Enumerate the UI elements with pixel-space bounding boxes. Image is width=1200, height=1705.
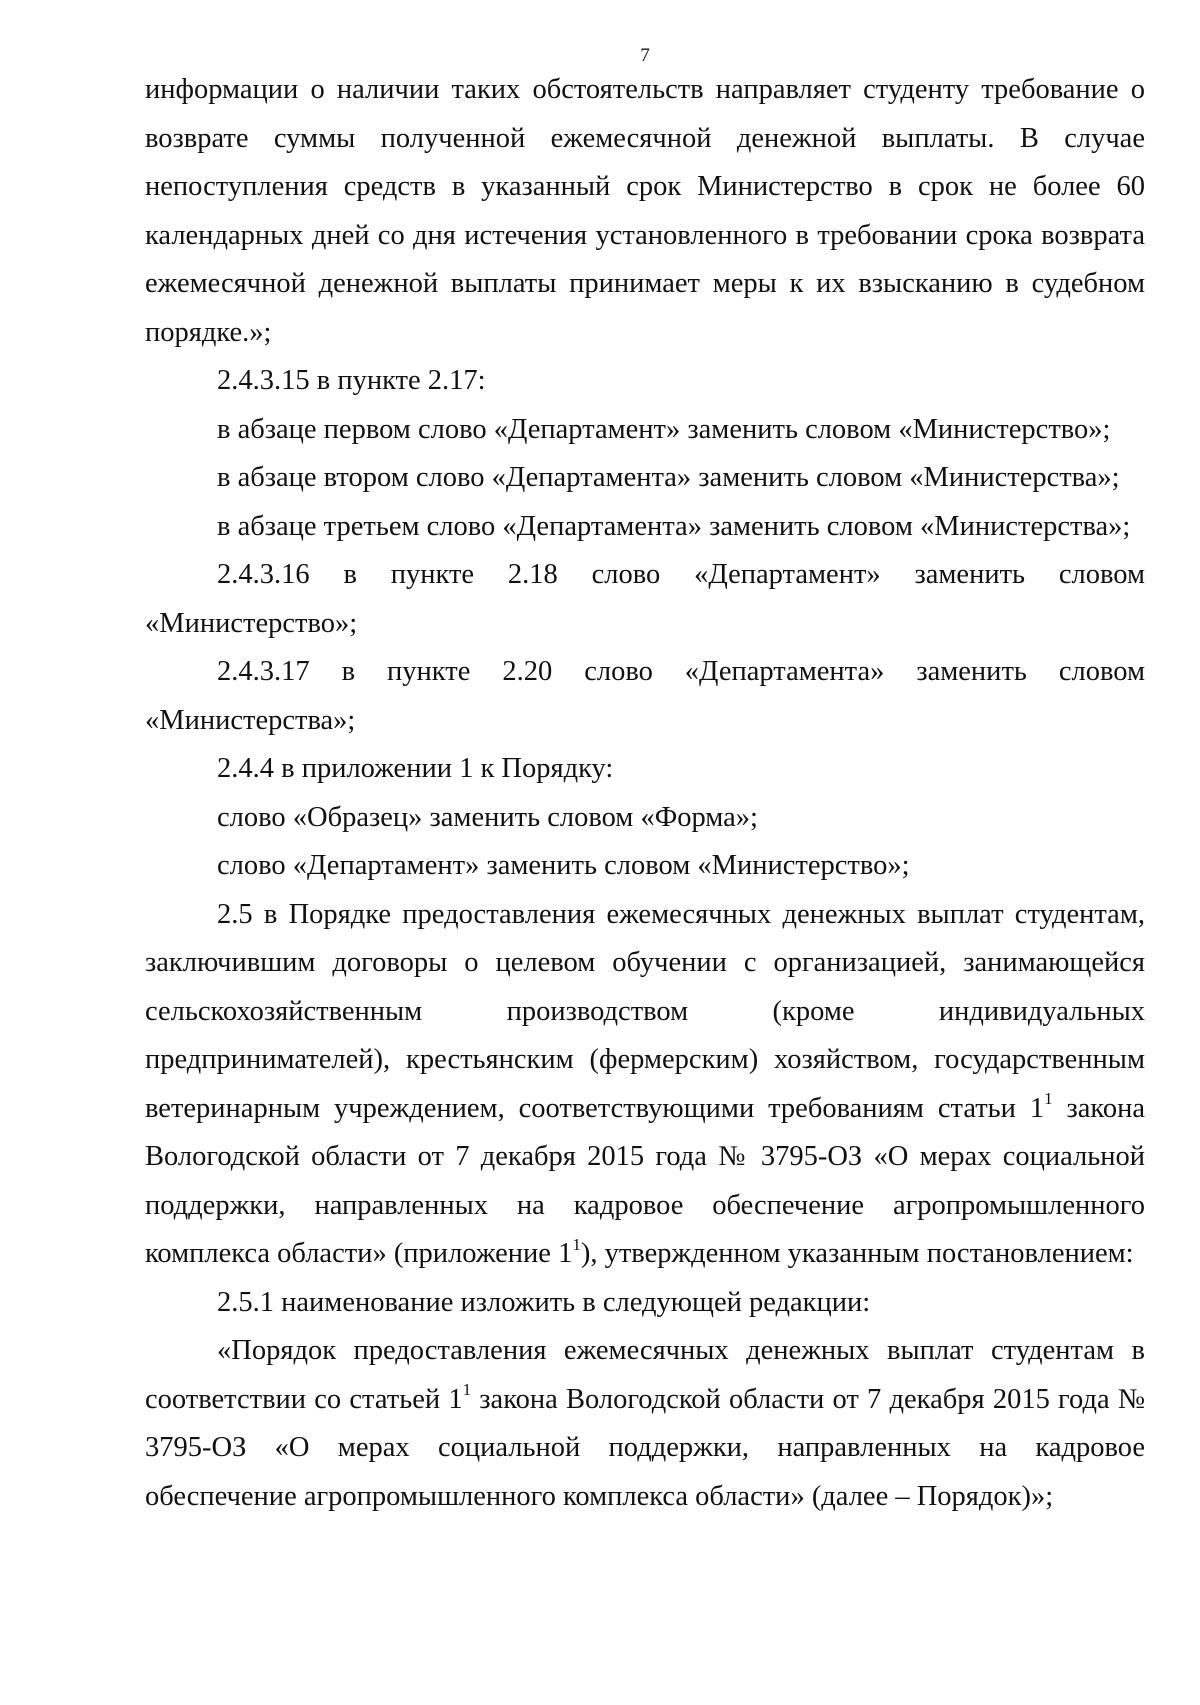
document-body: [145, 66, 1145, 1521]
paragraph-abzac-3: [145, 503, 1145, 552]
superscript: 1: [572, 1234, 581, 1254]
paragraph-text: ), утвержденном указанным постановлением:: [580, 1238, 1134, 1269]
paragraph-2-5-1: [145, 1279, 1145, 1328]
paragraph-text: информации о наличии таких обстоятельств направляет студенту требование о возврате суммы полученной ежемесячной денежной выплаты. В случае непоступления средств в указанный срок Министерство в срок не более 60 календарных дней со дня истечения установленного в требовании срока возврата ежемесячной денежной выплаты принимает меры к их взысканию в судебном порядке.»;: [145, 74, 1145, 348]
paragraph-2-4-3-17: [145, 648, 1145, 745]
paragraph-2-4-3-15: [145, 357, 1145, 406]
paragraph-abzac-1: [145, 406, 1145, 455]
paragraph-text: 2.4.3.16 в пункте 2.18 слово «Департамент» заменить словом «Министерство»;: [145, 559, 1145, 639]
page-number: 7: [640, 45, 650, 66]
paragraph-text: в абзаце первом слово «Департамент» заменить словом «Министерство»;: [217, 413, 1111, 445]
paragraph-2-4-4: [145, 745, 1145, 794]
paragraph-obrazec: [145, 794, 1145, 843]
paragraph-continuation: [145, 66, 1145, 357]
paragraph-text: слово «Департамент» заменить словом «Министерство»;: [217, 850, 910, 881]
paragraph-text: 2.5 в Порядке предоставления ежемесячных денежных выплат студентам, заключившим договоры о целевом обучении с организацией, занимающейся сельскохозяйственным производством (кроме индивидуальных предпринимателей), крестьянским (фермерским) хозяйством, государственным ветеринарным учреждением, соответствующими требованиям статьи 1: [145, 898, 1145, 1124]
paragraph-text: закона Вологодской области от 7 декабря 2015 года № 3795-ОЗ «О мерах социальной поддержки, направленных на кадровое обеспечение агропромышленного комплекса области» (приложение 1: [145, 1092, 1145, 1269]
paragraph-text: «Порядок предоставления ежемесячных денежных выплат студентам в соответствии со статьей 1: [145, 1335, 1145, 1415]
paragraph-text: в абзаце третьем слово «Департамента» заменить словом «Министерства»;: [217, 510, 1131, 542]
paragraph-text: в абзаце втором слово «Департамента» заменить словом «Министерства»;: [217, 462, 1120, 493]
paragraph-text: 2.5.1 наименование изложить в следующей редакции:: [217, 1286, 871, 1318]
paragraph-text: закона Вологодской области от 7 декабря 2015 года № 3795-ОЗ «О мерах социальной поддержки, направленных на кадровое обеспечение агропромышленного комплекса области» (далее – Порядок)»;: [145, 1383, 1146, 1512]
paragraph-text: 2.4.4 в приложении 1 к Порядку:: [217, 753, 614, 784]
superscript: 1: [462, 1380, 472, 1399]
paragraph-quoted-title: [145, 1327, 1145, 1521]
paragraph-text: слово «Образец» заменить словом «Форма»;: [217, 801, 758, 833]
superscript: 1: [1044, 1089, 1053, 1108]
paragraph-text: 2.4.3.17 в пункте 2.20 слово «Департамента» заменить словом «Министерства»;: [145, 656, 1145, 736]
paragraph-departament: [145, 842, 1145, 891]
paragraph-text: 2.4.3.15 в пункте 2.17:: [217, 365, 486, 396]
paragraph-abzac-2: [145, 454, 1145, 503]
paragraph-2-4-3-16: [145, 551, 1145, 648]
paragraph-2-5: [145, 891, 1145, 1279]
